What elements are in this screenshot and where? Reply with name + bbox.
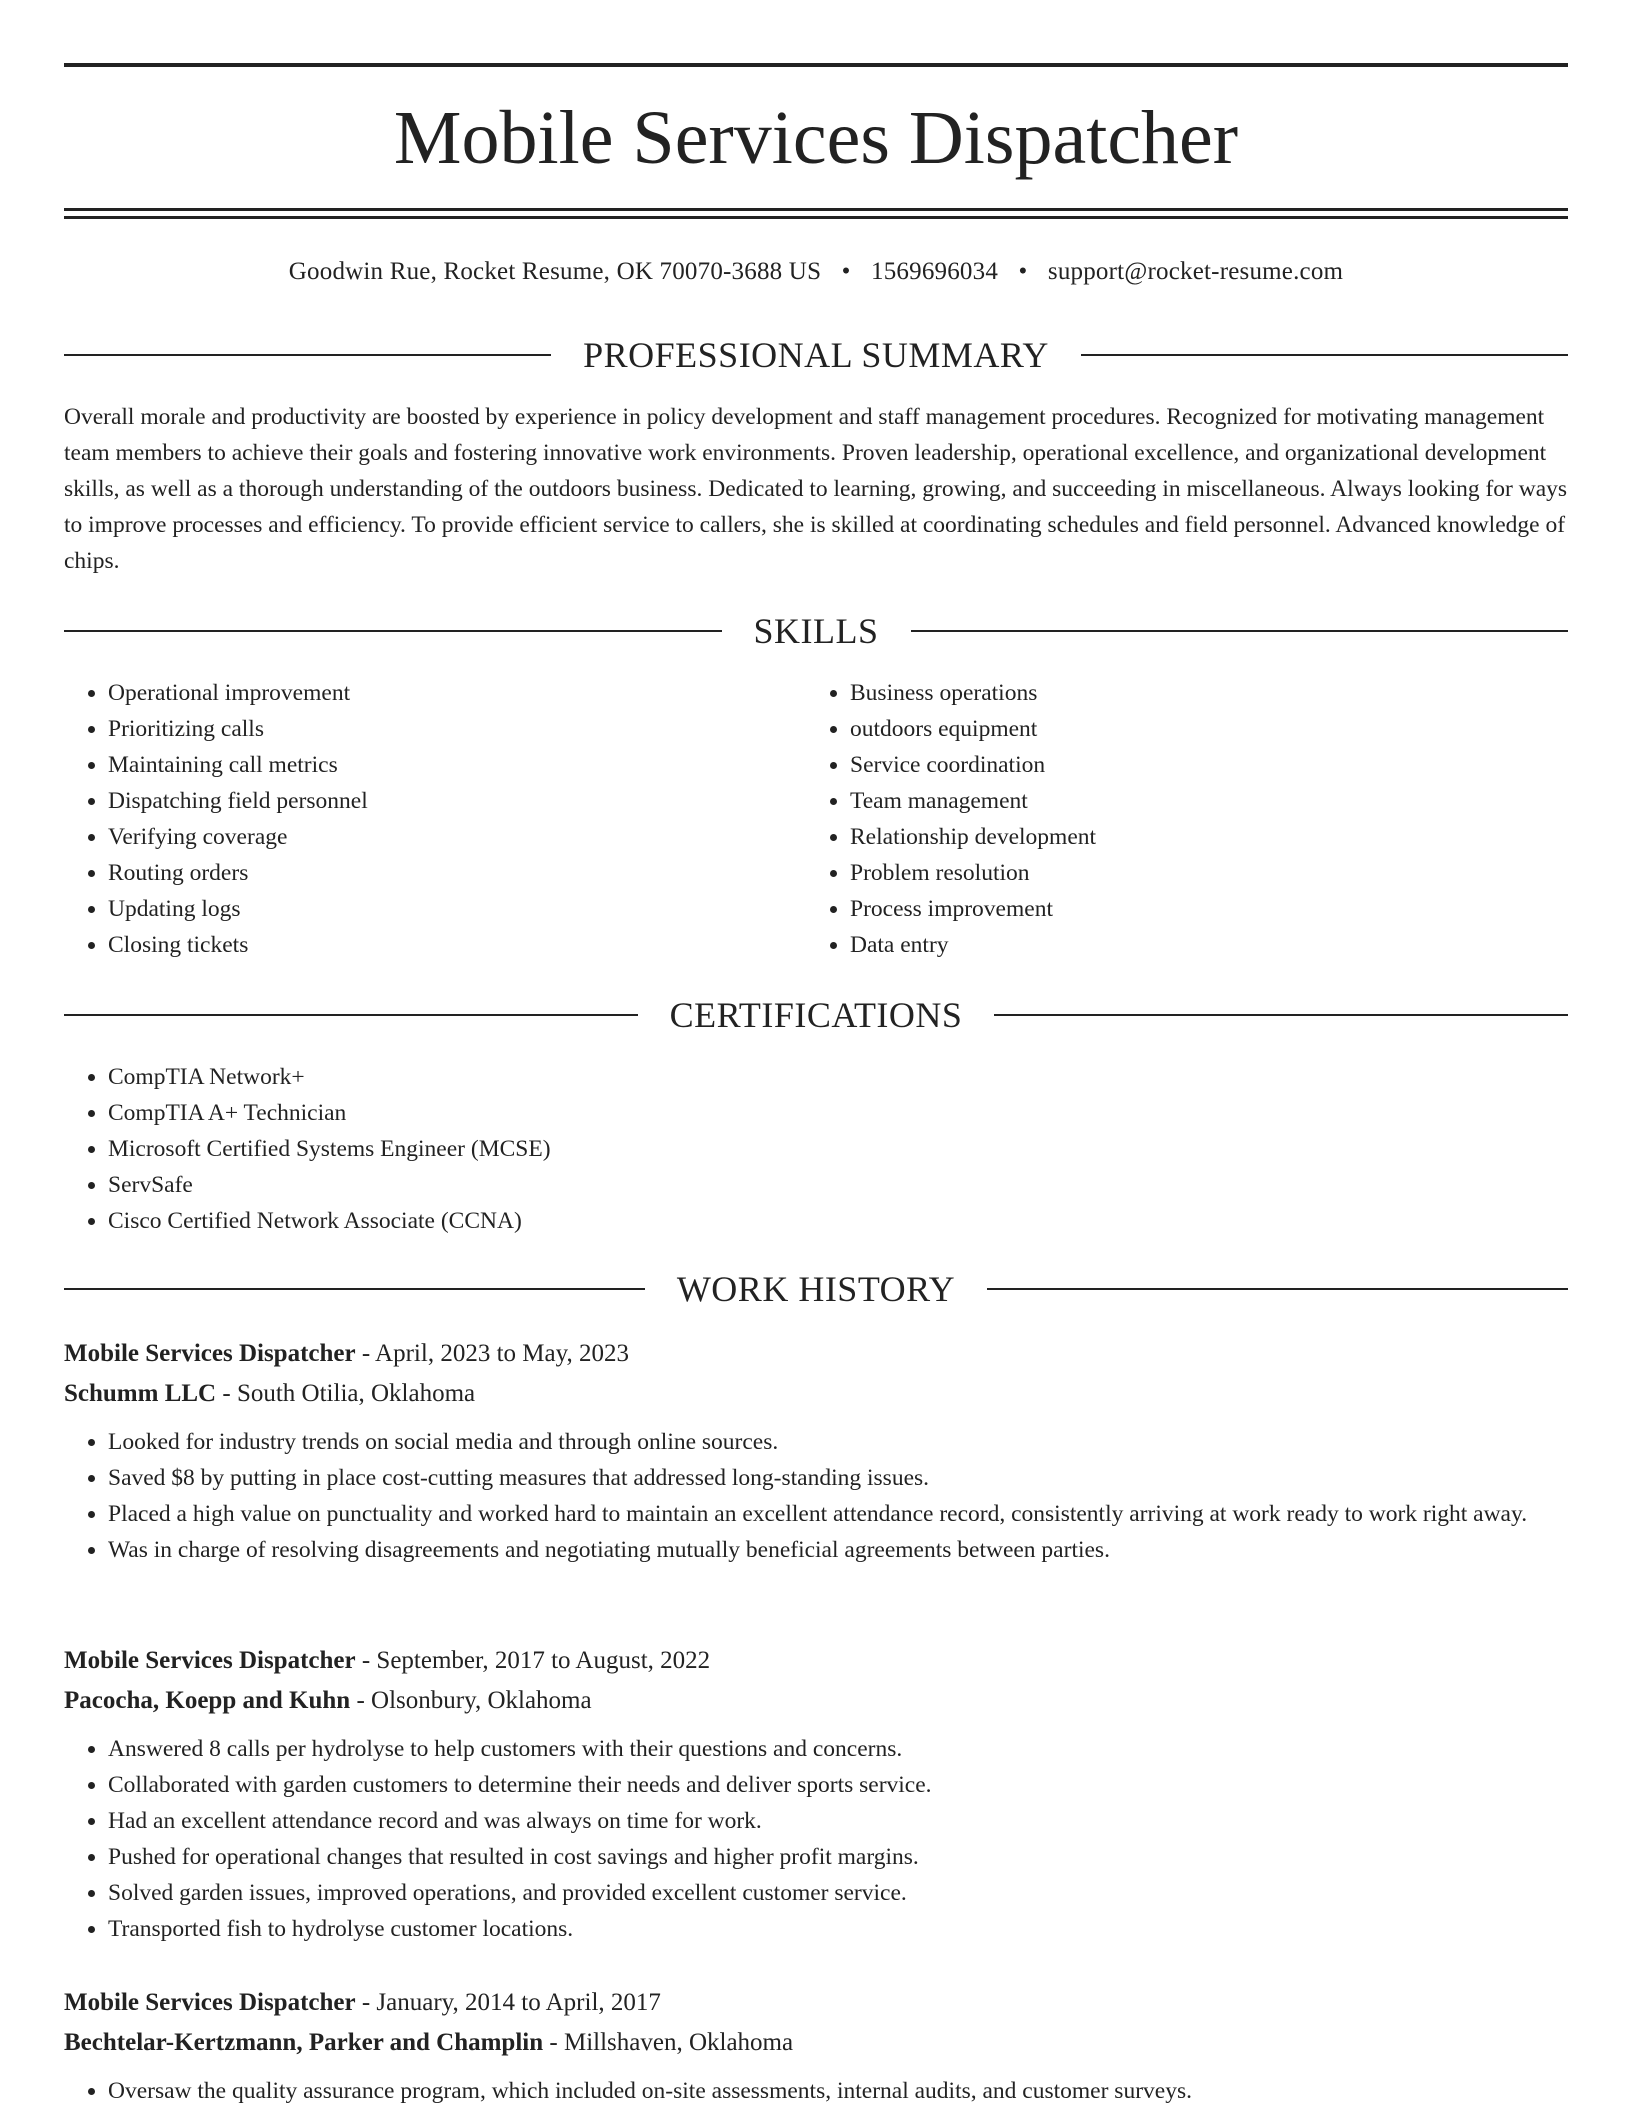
skill-item: • Data entry — [850, 927, 1506, 963]
certification-item: • CompTIA Network+ — [108, 1059, 1464, 1095]
skill-item: • Closing tickets — [108, 927, 764, 963]
heading-rule — [64, 1288, 645, 1290]
work-history-title: WORK HISTORY — [676, 1269, 956, 1309]
top-rule — [64, 63, 1568, 67]
skill-item: • Team management — [850, 783, 1506, 819]
skills-column-right — [806, 675, 1506, 963]
job-bullet: • Oversaw the quality assurance program, which included on-site assessments, internal audits, and customer surveys. — [108, 2073, 1568, 2109]
skill-item: • Verifying coverage — [108, 819, 764, 855]
job-dates: - September, 2017 to August, 2022 — [355, 1647, 711, 1674]
contact-address: Goodwin Rue, Rocket Resume, OK 70070-3688 US — [288, 258, 822, 285]
skill-item: • Maintaining call metrics — [108, 747, 764, 783]
heading-rule — [64, 354, 551, 356]
job-title-line — [64, 1641, 1568, 1681]
job-bullet: • Looked for industry trends on social media and through online sources. — [108, 1424, 1568, 1460]
job-bullet: • Saved $8 by putting in place cost-cutting measures that addressed long-standing issues. — [108, 1460, 1568, 1496]
skills-title: SKILLS — [753, 611, 879, 651]
skill-item: • Dispatching field personnel — [108, 783, 764, 819]
header-rule-upper — [64, 208, 1568, 211]
header-rule-lower — [64, 216, 1568, 219]
job-title: Mobile Services Dispatcher — [64, 1647, 356, 1674]
job-company: Pacocha, Koepp and Kuhn — [64, 1687, 351, 1714]
skills-heading — [64, 609, 1568, 653]
job-title-line — [64, 1334, 1568, 1374]
heading-rule — [911, 630, 1569, 632]
job-entry — [64, 1334, 1568, 1568]
skills-column-left — [64, 675, 764, 963]
job-bullet: • Collaborated with garden customers to determine their needs and deliver sports service. — [108, 1767, 1568, 1803]
job-entry — [64, 1641, 1568, 1947]
job-bullet: • Solved garden issues, improved operations, and provided excellent customer service. — [108, 1875, 1568, 1911]
heading-rule — [1081, 354, 1568, 356]
certifications-heading — [64, 993, 1568, 1037]
job-company-line — [64, 1374, 1568, 1414]
job-bullet: • Transported fish to hydrolyse customer locations. — [108, 1911, 1568, 1947]
job-dates: - January, 2014 to April, 2017 — [355, 1989, 661, 2016]
job-company: Schumm LLC — [64, 1380, 217, 1407]
job-location: - South Otilia, Oklahoma — [216, 1380, 476, 1407]
work-history-heading — [64, 1267, 1568, 1311]
summary-text: Overall morale and productivity are boosted by experience in policy development and staff management procedures. Recognized for motivating management team members to achieve their goals and fostering innovative work environments. Proven leadership, operational excellence, and organizational development skills, as well as a thorough understanding of the outdoors business. Dedicated to learning, growing, and succeeding in miscellaneous. Always looking for ways to improve processes and efficiency. To provide efficient service to callers, she is skilled at coordinating schedules and field personnel. Advanced knowledge of chips. — [64, 404, 1568, 574]
skill-item: • Operational improvement — [108, 675, 764, 711]
skill-item: • Process improvement — [850, 891, 1506, 927]
skill-item: • Routing orders — [108, 855, 764, 891]
job-bullet: • Answered 8 calls per hydrolyse to help customers with their questions and concerns. — [108, 1731, 1568, 1767]
skill-item: • Relationship development — [850, 819, 1506, 855]
summary-heading — [64, 333, 1568, 377]
certification-item: • CompTIA A+ Technician — [108, 1095, 1464, 1131]
certification-item: • Microsoft Certified Systems Engineer (MCSE) — [108, 1131, 1464, 1167]
summary-title: PROFESSIONAL SUMMARY — [583, 335, 1049, 375]
job-dates: - April, 2023 to May, 2023 — [355, 1340, 629, 1367]
heading-rule — [64, 630, 722, 632]
contact-line — [64, 254, 1568, 290]
contact-email: support@rocket-resume.com — [1047, 258, 1344, 285]
skill-item: • Business operations — [850, 675, 1506, 711]
job-company-line — [64, 2023, 1568, 2063]
contact-phone: 1569696034 — [871, 258, 999, 285]
job-title-line — [64, 1983, 1568, 2023]
job-bullet: • Pushed for operational changes that resulted in cost savings and higher profit margins. — [108, 1839, 1568, 1875]
contact-separator: • — [1018, 258, 1028, 285]
job-bullet: • Was in charge of resolving disagreements and negotiating mutually beneficial agreements between parties. — [108, 1532, 1568, 1568]
certifications-list — [64, 1059, 1464, 1239]
certification-item: • Cisco Certified Network Associate (CCNA) — [108, 1203, 1464, 1239]
job-bullet: • Placed a high value on punctuality and worked hard to maintain an excellent attendance record, consistently arriving at work ready to work right away. — [108, 1496, 1568, 1532]
heading-rule — [987, 1288, 1568, 1290]
job-title: Mobile Services Dispatcher — [64, 1989, 356, 2016]
job-location: - Millshaven, Oklahoma — [543, 2029, 794, 2056]
heading-rule — [64, 1014, 638, 1016]
heading-rule — [994, 1014, 1568, 1016]
skill-item: • outdoors equipment — [850, 711, 1506, 747]
job-company-line — [64, 1681, 1568, 1721]
job-entry — [64, 1983, 1568, 2109]
job-location: - Olsonbury, Oklahoma — [350, 1687, 592, 1714]
job-company: Bechtelar-Kertzmann, Parker and Champlin — [64, 2029, 544, 2056]
job-title: Mobile Services Dispatcher — [64, 1340, 356, 1367]
skill-item: • Prioritizing calls — [108, 711, 764, 747]
certifications-title: CERTIFICATIONS — [669, 995, 963, 1035]
contact-separator: • — [841, 258, 851, 285]
skill-item: • Service coordination — [850, 747, 1506, 783]
certification-item: • ServSafe — [108, 1167, 1464, 1203]
job-bullet: • Had an excellent attendance record and was always on time for work. — [108, 1803, 1568, 1839]
skill-item: • Problem resolution — [850, 855, 1506, 891]
resume-name: Mobile Services Dispatcher — [393, 96, 1239, 180]
skill-item: • Updating logs — [108, 891, 764, 927]
